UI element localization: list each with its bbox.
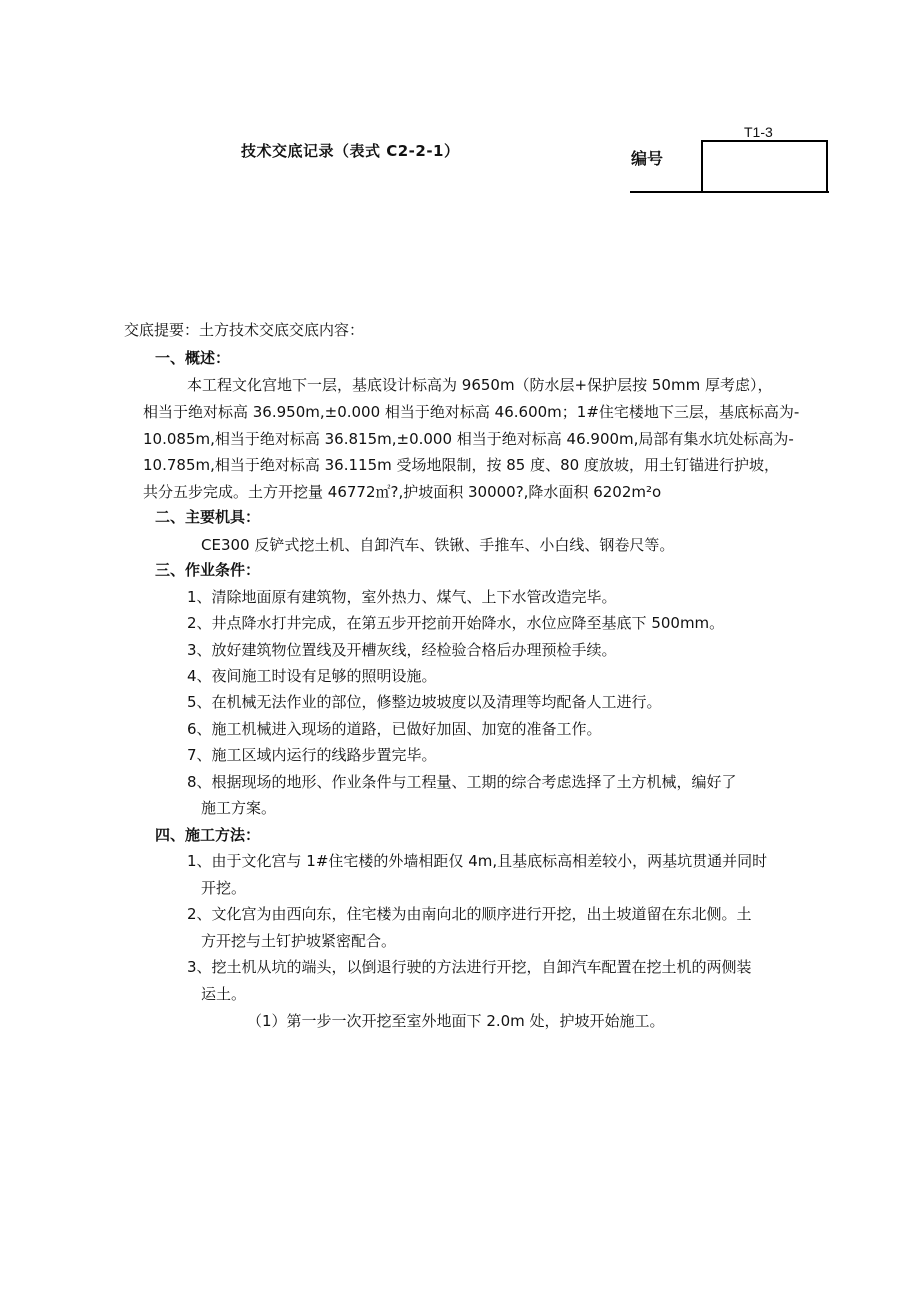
method-item: 1、由于文化宫与 1#住宅楼的外墙相距仅 4m,且基底标高相差较小，两基坑贯通并同时	[187, 852, 768, 870]
number-label: 编号	[631, 149, 664, 168]
summary-line: 交底提要：土方技术交底交底内容：	[124, 321, 365, 339]
section-3-title: 三、作业条件：	[155, 561, 261, 579]
condition-item: 6、施工机械进入现场的道路，已做好加固、加宽的准备工作。	[187, 720, 602, 738]
condition-item: 3、放好建筑物位置线及开槽灰线，经检验合格后办理预检手续。	[187, 641, 617, 659]
condition-item: 5、在机械无法作业的部位，修整边坡坡度以及清理等均配备人工进行。	[187, 693, 662, 711]
equipment-line: CE300 反铲式挖土机、自卸汽车、铁锹、手推车、小白线、钢卷尺等。	[201, 536, 675, 554]
method-item-continuation: 运土。	[201, 985, 247, 1003]
method-item: 3、挖土机从坑的端头，以倒退行驶的方法进行开挖，自卸汽车配置在挖土机的两侧装	[187, 958, 752, 976]
box-top-line	[702, 140, 827, 142]
method-item: 2、文化宫为由西向东，住宅楼为由南向北的顺序进行开挖，出土坡道留在东北侧。土	[187, 905, 752, 923]
form-code: T1-3	[744, 124, 773, 140]
method-item-continuation: 方开挖与土钉护坡紧密配合。	[201, 932, 397, 950]
condition-item: 8、根据现场的地形、作业条件与工程量、工期的综合考虑选择了土方机械，编好了	[187, 773, 737, 791]
overview-line: 10.085m,相当于绝对标高 36.815m,±0.000 相当于绝对标高 46.900m,局部有集水坑处标高为-	[143, 430, 794, 448]
overview-line: 本工程文化宫地下一层，基底设计标高为 9650m（防水层+保护层按 50mm 厚考虑），	[187, 376, 773, 394]
condition-item-continuation: 施工方案。	[201, 799, 277, 817]
box-right-line	[826, 140, 828, 193]
section-2-title: 二、主要机具：	[155, 508, 261, 526]
condition-item: 4、夜间施工时设有足够的照明设施。	[187, 667, 437, 685]
section-1-title: 一、概述：	[155, 349, 231, 367]
overview-line: 共分五步完成。土方开挖量 46772㎡?,护坡面积 30000?,降水面积 6202m²o	[143, 483, 662, 501]
condition-item: 1、清除地面原有建筑物，室外热力、煤气、上下水管改造完毕。	[187, 588, 617, 606]
overview-line: 10.785m,相当于绝对标高 36.115m 受场地限制，按 85 度、80 度放坡，用土钉锚进行护坡，	[143, 456, 779, 474]
box-left-line	[701, 140, 703, 192]
number-box	[630, 140, 827, 192]
overview-line: 相当于绝对标高 36.950m,±0.000 相当于绝对标高 46.600m；1#住宅楼地下三层，基底标高为-	[143, 403, 800, 421]
condition-item: 7、施工区域内运行的线路步置完毕。	[187, 746, 437, 764]
section-4-title: 四、施工方法：	[155, 826, 261, 844]
method-item-continuation: 开挖。	[201, 879, 247, 897]
document-title: 技术交底记录（表式 C2-2-1）	[241, 142, 460, 160]
method-sub-item: （1）第一步一次开挖至室外地面下 2.0m 处，护坡开始施工。	[247, 1012, 665, 1030]
condition-item: 2、井点降水打井完成，在第五步开挖前开始降水，水位应降至基底下 500mm。	[187, 614, 725, 632]
box-bottom-line	[630, 191, 829, 193]
